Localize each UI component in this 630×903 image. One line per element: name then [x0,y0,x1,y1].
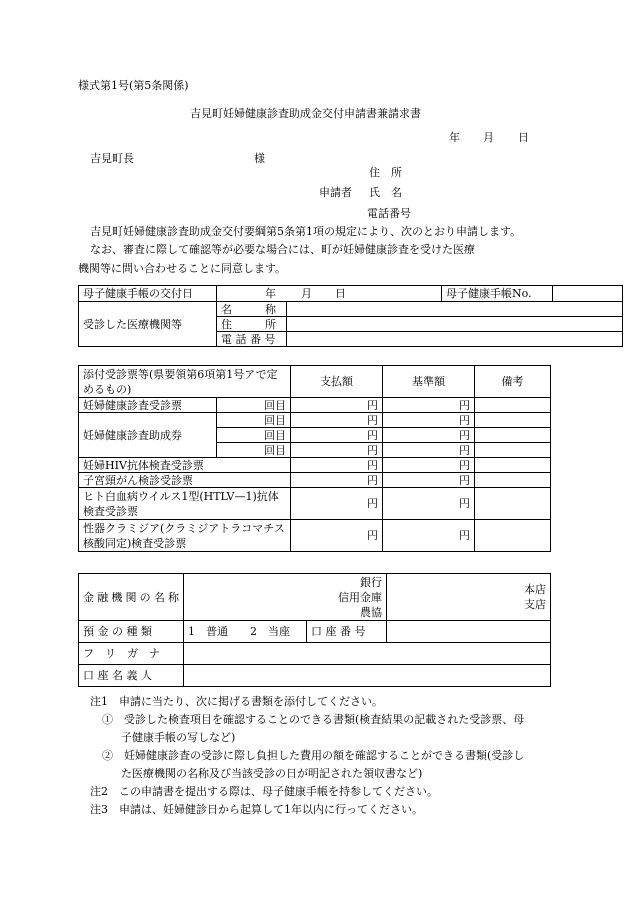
account-holder-field[interactable] [184,665,551,687]
addressee-mayor: 吉見町長 [90,152,134,165]
row-label-chlamydia: 性器クラミジア(クラミジアトラコマチス核酸同定)検査受診票 [79,520,291,552]
note-field[interactable] [475,428,551,443]
handbook-no-field[interactable] [553,286,623,302]
branch-type-branch: 支店 [524,598,546,611]
account-number-field[interactable] [387,621,551,643]
institution-phone-field[interactable] [287,332,623,347]
furigana-field[interactable] [184,643,551,665]
institution-name-field[interactable] [287,302,623,317]
notes-section [78,693,558,819]
issue-date-label: 母子健康手帳の交付日 [79,286,217,302]
applicant-name-label: 氏 名 [369,186,402,199]
standard-field[interactable]: 円 [383,520,475,552]
page-title: 吉見町妊婦健康診査助成金交付申請書兼請求書 [190,107,421,120]
issue-date-year: 年 [265,287,276,300]
bank-type-credit-union: 信用金庫 [338,590,382,604]
standard-field[interactable]: 円 [383,443,475,458]
branch-name-field[interactable] [387,574,551,621]
paid-field[interactable]: 円 [291,520,383,552]
bank-name-field[interactable] [184,574,387,621]
times-field[interactable]: 回目 [217,413,291,428]
paid-field[interactable]: 円 [291,458,383,473]
institution-address-field[interactable] [287,317,623,332]
issue-date-day: 日 [335,287,346,300]
standard-field[interactable]: 円 [383,413,475,428]
note-field[interactable] [475,473,551,488]
bank-type-bank: 銀行 [360,575,382,589]
standard-field[interactable]: 円 [383,458,475,473]
times-field[interactable]: 回目 [217,443,291,458]
bank-name-label: 金融機関の名称 [79,574,184,621]
times-field[interactable]: 回目 [217,398,291,413]
furigana-label: フ リ ガ ナ [79,643,184,665]
issue-date-month: 月 [301,287,312,300]
note-1-item-1-cont: 子健康手帳の写しなど) [121,731,236,744]
note-field[interactable] [475,520,551,552]
note-field[interactable] [475,443,551,458]
header-standard: 基準額 [383,366,475,398]
row-label-hiv: 妊婦HIV抗体検査受診票 [79,458,291,473]
row-label-checkup-ticket: 妊婦健康診査受診票 [79,398,217,413]
deposit-type-options[interactable]: 1 普通 2 当座 [184,621,307,643]
body-line-1: 吉見町妊婦健康診査助成金交付要綱第5条第1項の規定により、次のとおり申請します。 [90,225,522,238]
standard-field[interactable]: 円 [383,473,475,488]
times-field[interactable]: 回目 [217,428,291,443]
paid-field[interactable]: 円 [291,398,383,413]
paid-field[interactable]: 円 [291,428,383,443]
handbook-no-label: 母子健康手帳No. [442,286,553,302]
row-label-cervical: 子宮頸がん検診受診票 [79,473,291,488]
standard-field[interactable]: 円 [383,488,475,520]
date-year: 年 [449,131,460,144]
body-line-3: 機関等に問い合わせることに同意します。 [78,262,287,275]
institution-name-label: 名 称 [217,302,287,317]
note-field[interactable] [475,398,551,413]
institution-phone-label: 電 話 番 号 [217,332,287,347]
paid-field[interactable]: 円 [291,488,383,520]
note-1-item-2: ② 妊婦健康診査の受診に際し負担した費用の額を確認することができる書類(受診し [102,749,525,762]
note-1: 注1 申請に当たり、次に掲げる書類を添付してください。 [90,695,383,708]
bank-type-agri-coop: 農協 [360,605,382,619]
applicant-phone-label: 電話番号 [367,207,411,220]
date-day: 日 [518,131,529,144]
institution-address-label: 住 所 [217,317,287,332]
note-2: 注2 この申請書を提出する際は、母子健康手帳を持参してください。 [90,785,438,798]
account-number-label: 口 座 番 号 [307,621,387,643]
bank-account-table [78,573,551,687]
note-field[interactable] [475,488,551,520]
body-line-2: なお、審査に際して確認等が必要な場合には、町が妊婦健康診査を受けた医療 [90,243,475,256]
row-label-checkup-coupon: 妊婦健康診査助成券 [79,413,217,458]
paid-field[interactable]: 円 [291,413,383,428]
note-field[interactable] [475,458,551,473]
form-number: 様式第1号(第5条関係) [78,79,189,92]
issue-date-field[interactable] [217,286,442,302]
addressee-honorific: 様 [254,152,265,165]
standard-field[interactable]: 円 [383,398,475,413]
header-attached-item: 添付受診票等(県要領第6項第1号アで定めるもの) [79,366,291,398]
date-month: 月 [483,131,494,144]
note-3: 注3 申請は、妊婦健診日から起算して1年以内に行ってください。 [90,803,423,816]
institution-label: 受診した医療機関等 [79,302,217,347]
header-paid: 支払額 [291,366,383,398]
deposit-type-label: 預 金 の 種 類 [79,621,184,643]
note-1-item-1: ① 受診した検査項目を確認することのできる書類(検査結果の記載された受診票、母 [102,713,525,726]
row-label-htlv: ヒト白血病ウイルス1型(HTLV—1)抗体検査受診票 [79,488,291,520]
header-note: 備考 [475,366,551,398]
note-1-item-2-cont: た医療機関の名称及び当該受診の日が明記された領収書など) [121,767,423,780]
paid-field[interactable]: 円 [291,473,383,488]
attached-tickets-table [78,365,551,552]
standard-field[interactable]: 円 [383,428,475,443]
account-holder-label: 口 座 名 義 人 [79,665,184,687]
applicant-role: 申請者 [319,186,352,199]
applicant-address-label: 住 所 [369,166,402,179]
paid-field[interactable]: 円 [291,443,383,458]
note-field[interactable] [475,413,551,428]
handbook-institution-table [78,285,623,347]
branch-type-main: 本店 [524,583,546,596]
